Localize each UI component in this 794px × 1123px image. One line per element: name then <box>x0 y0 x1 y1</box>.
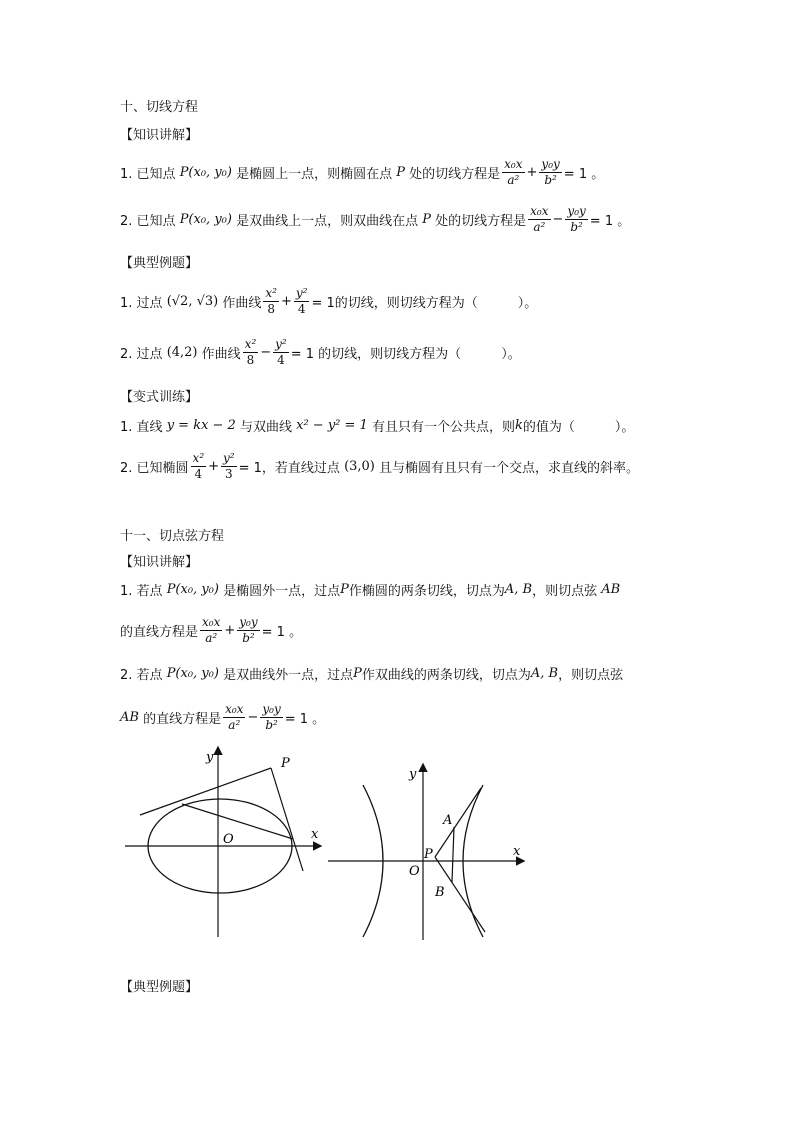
fraction: $\frac{\text{y²}}{4}$ <box>275 337 287 367</box>
knowledge-item-11-1: 1. 若点 P(x₀, y₀) 是椭圆外一点，过点 P 作椭圆的两条切线，切点为 A, B ，则切点弦 AB <box>120 582 621 599</box>
chord-ab <box>452 827 454 882</box>
example-header-10: 【典型例题】 <box>120 256 199 271</box>
tangent-line-a <box>435 788 481 857</box>
knowledge-item-10-2: 2. 已知点 P(x₀, y₀) 是双曲线上一点，则双曲线在点 P 处的切线方程是 $\frac{\text{x₀x}}{\text{a²}}$ − $\frac{\text{y₀y}}{\text{b²}}$ = 1 。 <box>120 204 631 234</box>
fraction: $\frac{\text{x₀x}}{\text{a²}}$ <box>504 157 523 187</box>
variant-item-10-2: 2. 已知椭圆 $\frac{\text{x²}}{4}$ + $\frac{\text{y²}}{3}$ = 1，若直线过点 (3,0) 且与椭圆有且只有一个交点，求直线的斜率。 <box>120 451 640 481</box>
fraction: $\frac{\text{x₀x}}{\text{a²}}$ <box>225 702 244 732</box>
fraction: $\frac{\text{x₀x}}{\text{a²}}$ <box>530 204 549 234</box>
x-label: x <box>311 827 319 842</box>
hyperbola-tangent-figure <box>325 760 525 942</box>
tangent-line-2 <box>271 768 303 871</box>
p-label: P <box>424 847 433 862</box>
p-label: P <box>281 756 290 771</box>
origin-label: O <box>223 832 234 847</box>
example-header-11: 【典型例题】 <box>120 980 199 995</box>
ellipse-tangent-figure <box>120 745 325 940</box>
section-11-title: 十一、切点弦方程 <box>120 529 225 544</box>
section-10-title: 十、切线方程 <box>120 100 199 115</box>
b-label: B <box>435 885 445 900</box>
tangent-line-1 <box>140 768 271 815</box>
knowledge-item-10-1: 1. 已知点 P(x₀, y₀) 是椭圆上一点，则椭圆在点 P 处的切线方程是 $\frac{\text{x₀x}}{\text{a²}}$ + $\frac{\text{y₀y}}{\text{b²}}$ = 1 。 <box>120 157 605 187</box>
example-item-10-2: 2. 过点 (4,2) 作曲线 $\frac{\text{x²}}{8}$ − $\frac{\text{y²}}{4}$ = 1 的切线，则切线方程为（ ）。 <box>120 337 521 367</box>
fraction: $\frac{\text{x²}}{4}$ <box>192 451 205 481</box>
a-label: A <box>443 813 453 828</box>
chord-line <box>182 804 293 839</box>
variant-item-10-1: 1. 直线 y = kx − 2 与双曲线 x² − y² = 1 有且只有一个公共点，则 k 的值为（ ）。 <box>120 418 635 435</box>
y-label: y <box>206 750 214 765</box>
x-label: x <box>513 844 521 859</box>
knowledge-item-11-2: 2. 若点 P(x₀, y₀) 是双曲线外一点，过点 P 作双曲线的两条切线，切点为 A, B ，则切点弦 <box>120 666 624 683</box>
fraction: $\frac{\text{x₀x}}{\text{a²}}$ <box>202 615 221 645</box>
fraction: $\frac{\text{y₀y}}{\text{b²}}$ <box>541 157 560 187</box>
example-item-10-1: 1. 过点 (√2, √3) 作曲线 $\frac{\text{x²}}{8}$ + $\frac{\text{y²}}{4}$ = 1的切线，则切线方程为（ ）。 <box>120 286 538 316</box>
fraction: $\frac{\text{x²}}{8}$ <box>265 286 277 316</box>
fraction: $\frac{\text{y₀y}}{\text{b²}}$ <box>239 615 258 645</box>
knowledge-header-11: 【知识讲解】 <box>120 555 199 570</box>
variant-header-10: 【变式训练】 <box>120 390 199 405</box>
fraction: $\frac{\text{y₀y}}{\text{b²}}$ <box>262 702 281 732</box>
knowledge-item-11-1-cont: 的直线方程是 $\frac{\text{x₀x}}{\text{a²}}$ + $\frac{\text{y₀y}}{\text{b²}}$ = 1 。 <box>120 615 303 645</box>
y-label: y <box>409 767 417 782</box>
fraction: $\frac{\text{y²}}{3}$ <box>223 451 235 481</box>
fraction: $\frac{\text{x²}}{8}$ <box>244 337 257 367</box>
knowledge-header-10: 【知识讲解】 <box>120 128 199 143</box>
knowledge-item-11-2-cont: AB 的直线方程是 $\frac{\text{x₀x}}{\text{a²}}$ − $\frac{\text{y₀y}}{\text{b²}}$ = 1 。 <box>120 702 326 732</box>
origin-label: O <box>409 864 420 879</box>
fraction: $\frac{\text{y²}}{4}$ <box>295 286 308 316</box>
fraction: $\frac{\text{y₀y}}{\text{b²}}$ <box>567 204 586 234</box>
